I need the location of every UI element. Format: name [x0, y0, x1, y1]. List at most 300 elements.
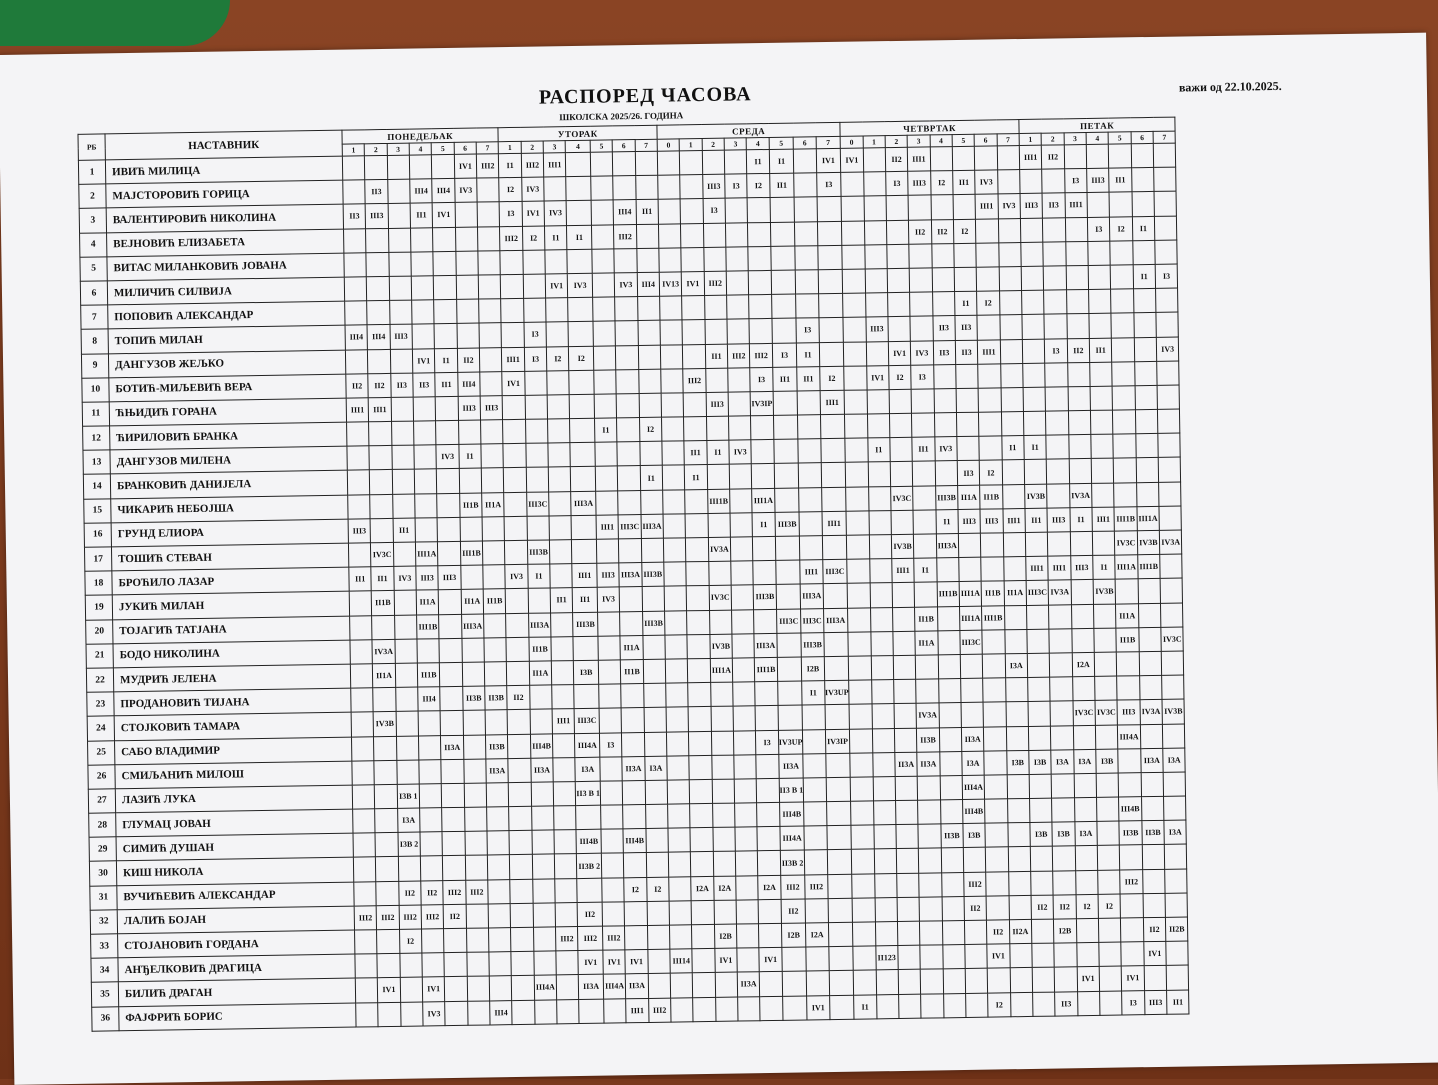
class-cell: [987, 968, 1010, 993]
class-cell: [640, 490, 663, 515]
class-cell: [460, 517, 483, 542]
class-cell: [556, 951, 579, 976]
class-cell: [510, 855, 533, 880]
class-cell: [1032, 967, 1055, 992]
class-cell: [417, 638, 440, 663]
class-cell: [1001, 387, 1024, 412]
class-cell: [680, 199, 703, 224]
slot-number: 2: [885, 135, 908, 147]
class-cell: III4B: [576, 829, 601, 854]
class-cell: [827, 826, 852, 851]
class-cell: [591, 224, 614, 249]
class-cell: [898, 994, 921, 1019]
class-cell: [388, 203, 411, 228]
class-cell: [888, 317, 911, 342]
class-cell: II1: [772, 367, 797, 392]
row-number: 32: [90, 910, 117, 935]
row-number: 23: [87, 692, 114, 717]
class-cell: [525, 395, 548, 420]
class-cell: [1134, 313, 1157, 338]
class-cell: [1023, 387, 1046, 412]
class-cell: [367, 301, 390, 326]
class-cell: [684, 417, 707, 442]
class-cell: [419, 784, 442, 809]
class-cell: I3B 2: [398, 832, 421, 857]
class-cell: [828, 898, 853, 923]
class-cell: [804, 826, 827, 851]
teacher-name: БОТИЋ-МИЉЕВИЋ ВЕРА: [109, 374, 346, 402]
class-cell: [342, 156, 365, 181]
class-cell: II2: [781, 899, 806, 924]
class-cell: [895, 800, 918, 825]
class-cell: [889, 389, 912, 414]
class-cell: [666, 683, 689, 708]
class-cell: [796, 270, 819, 295]
class-cell: [712, 779, 735, 804]
class-cell: III2: [1120, 869, 1143, 894]
class-cell: [1100, 991, 1123, 1016]
slot-number: 3: [543, 141, 566, 153]
class-cell: [874, 849, 897, 874]
slot-number: 4: [409, 143, 432, 155]
class-cell: II1B: [1116, 627, 1139, 652]
class-cell: [1131, 143, 1154, 168]
class-cell: [755, 682, 778, 707]
class-cell: [437, 517, 460, 542]
page-title: РАСПОРЕД ЧАСОВА: [538, 83, 752, 109]
class-cell: [365, 155, 388, 180]
class-cell: [818, 269, 843, 294]
class-cell: [932, 292, 955, 317]
class-cell: [690, 828, 713, 853]
slot-number: 5: [769, 137, 794, 149]
class-cell: [1007, 799, 1030, 824]
class-cell: IV3: [934, 437, 957, 462]
slot-number: 6: [793, 137, 816, 149]
class-cell: [1023, 363, 1046, 388]
teacher-name: ТОЈАГИЋ ТАТЈАНА: [113, 616, 350, 644]
class-cell: I3: [756, 730, 779, 755]
class-cell: [889, 413, 912, 438]
row-number: 30: [89, 861, 116, 886]
class-cell: [913, 486, 936, 511]
class-cell: [510, 879, 533, 904]
class-cell: I2: [569, 346, 594, 371]
class-cell: III3: [438, 566, 461, 591]
class-cell: [511, 927, 534, 952]
class-cell: I3: [772, 343, 797, 368]
class-cell: [841, 196, 864, 221]
class-cell: [921, 993, 944, 1018]
class-cell: [976, 243, 999, 268]
class-cell: [553, 733, 576, 758]
class-cell: I3: [524, 322, 547, 347]
class-cell: [1163, 772, 1186, 797]
class-cell: [523, 298, 546, 323]
class-cell: [478, 275, 501, 300]
row-number: 15: [84, 498, 111, 523]
class-cell: [735, 803, 758, 828]
class-cell: IV3A: [916, 703, 939, 728]
class-cell: [849, 680, 872, 705]
class-cell: [1141, 796, 1164, 821]
class-cell: [434, 324, 457, 349]
class-cell: [419, 735, 442, 760]
class-cell: [397, 760, 420, 785]
class-cell: [730, 537, 753, 562]
class-cell: [771, 246, 796, 271]
class-cell: [645, 780, 668, 805]
teacher-name: ПРОДАНОВИЋ ТИЈАНА: [114, 688, 351, 716]
class-cell: III1: [1026, 556, 1049, 581]
class-cell: [875, 922, 898, 947]
class-cell: [1120, 845, 1143, 870]
class-cell: [731, 585, 754, 610]
class-cell: I3: [500, 202, 523, 227]
class-cell: [708, 513, 731, 538]
class-cell: [442, 807, 465, 832]
class-cell: [411, 251, 434, 276]
class-cell: [758, 899, 781, 924]
class-cell: [484, 637, 507, 662]
class-cell: [660, 344, 683, 369]
class-cell: [1142, 845, 1165, 870]
class-cell: [351, 712, 374, 737]
class-cell: II1A: [915, 631, 938, 656]
class-cell: II1: [1109, 168, 1132, 193]
class-cell: [356, 1002, 379, 1027]
class-cell: [734, 754, 757, 779]
class-cell: II3A: [486, 758, 509, 783]
class-cell: I1: [1024, 435, 1047, 460]
slot-number: 2: [702, 138, 725, 150]
class-cell: [1022, 339, 1045, 364]
class-cell: [1156, 288, 1179, 313]
class-cell: [1160, 578, 1183, 603]
class-cell: [478, 250, 501, 275]
class-cell: III3: [1117, 700, 1140, 725]
class-cell: IV3B: [710, 634, 733, 659]
class-cell: III2: [683, 368, 706, 393]
class-cell: II2: [931, 219, 954, 244]
class-cell: [668, 804, 691, 829]
class-cell: III3: [365, 204, 388, 229]
class-cell: I2: [1098, 894, 1121, 919]
class-cell: [751, 440, 774, 465]
class-cell: I2: [624, 877, 647, 902]
class-cell: [919, 872, 942, 897]
teacher-name: ИВИЋ МИЛИЦА: [105, 156, 342, 184]
class-cell: IV1: [841, 148, 864, 173]
class-cell: [353, 809, 376, 834]
class-cell: [1090, 386, 1113, 411]
class-cell: [821, 463, 846, 488]
slot-number: 3: [907, 135, 930, 147]
class-cell: [409, 155, 432, 180]
teacher-name: БРОЋИЛО ЛАЗАР: [112, 567, 349, 595]
class-cell: [600, 781, 623, 806]
row-number: 16: [84, 523, 111, 548]
class-cell: [916, 655, 939, 680]
class-cell: [873, 776, 896, 801]
class-cell: III1A: [415, 542, 438, 567]
class-cell: [1159, 506, 1182, 531]
class-cell: [1112, 337, 1135, 362]
class-cell: IV1: [759, 948, 782, 973]
class-cell: [704, 247, 727, 272]
class-cell: IV3C: [1073, 701, 1096, 726]
class-cell: [374, 760, 397, 785]
class-cell: [682, 320, 705, 345]
class-cell: [731, 561, 754, 586]
class-cell: [999, 291, 1022, 316]
class-cell: III1: [1019, 145, 1042, 170]
class-cell: [375, 808, 398, 833]
class-cell: [369, 446, 392, 471]
class-cell: [777, 633, 802, 658]
class-cell: [665, 635, 688, 660]
class-cell: [344, 228, 367, 253]
class-cell: [1025, 532, 1048, 557]
class-cell: [1071, 580, 1094, 605]
class-cell: [867, 389, 890, 414]
class-cell: [1030, 847, 1053, 872]
class-cell: [887, 268, 910, 293]
teacher-name: ЧИКАРИЋ НЕБОЈША: [111, 495, 348, 523]
class-cell: III2: [602, 926, 625, 951]
class-cell: [870, 583, 893, 608]
class-cell: [681, 247, 704, 272]
class-cell: [887, 244, 910, 269]
class-cell: [713, 852, 736, 877]
class-cell: [891, 510, 914, 535]
class-cell: [978, 364, 1001, 389]
class-cell: II1A: [461, 589, 484, 614]
class-cell: [846, 487, 869, 512]
class-cell: [1028, 677, 1051, 702]
class-cell: [432, 154, 455, 179]
class-cell: [1112, 386, 1135, 411]
class-cell: II2: [398, 881, 421, 906]
class-cell: [1045, 362, 1068, 387]
class-cell: [367, 276, 390, 301]
row-number: 26: [88, 764, 115, 789]
class-cell: [550, 540, 573, 565]
day-header: ЧЕТВРТАК: [840, 120, 1019, 137]
class-cell: [985, 823, 1008, 848]
class-cell: [551, 612, 574, 637]
class-cell: [400, 977, 423, 1002]
class-cell: [1065, 217, 1088, 242]
class-cell: [867, 414, 890, 439]
class-cell: IV1: [432, 203, 455, 228]
class-cell: [1002, 484, 1025, 509]
class-cell: IV1: [603, 950, 626, 975]
class-cell: [455, 202, 478, 227]
class-cell: [400, 953, 423, 978]
class-cell: [1077, 991, 1100, 1016]
class-cell: [392, 470, 415, 495]
class-cell: [570, 394, 595, 419]
class-cell: II1: [1167, 990, 1190, 1015]
class-cell: [943, 969, 966, 994]
class-cell: [489, 928, 512, 953]
slot-number: 1: [342, 144, 365, 156]
class-cell: [1094, 628, 1117, 653]
teacher-name: ВУЧИЋЕВИЋ АЛЕКСАНДАР: [117, 882, 354, 910]
class-cell: [961, 702, 984, 727]
class-cell: I2: [399, 929, 422, 954]
class-cell: [691, 900, 714, 925]
teacher-name: ТОПИЋ МИЛАН: [108, 325, 345, 353]
class-cell: [771, 294, 796, 319]
class-cell: [487, 831, 510, 856]
class-cell: III3B: [801, 632, 824, 657]
class-cell: IV3A: [1159, 530, 1182, 555]
class-cell: [616, 345, 639, 370]
class-cell: [638, 369, 661, 394]
class-cell: IV1: [807, 995, 830, 1020]
class-cell: [600, 757, 623, 782]
slot-number: 4: [747, 137, 770, 149]
class-cell: [964, 920, 987, 945]
slot-number: 1: [1019, 133, 1042, 145]
class-cell: [375, 833, 398, 858]
class-cell: [1033, 992, 1056, 1017]
class-cell: III3A: [571, 491, 596, 516]
class-cell: [643, 635, 666, 660]
class-cell: I3: [750, 367, 773, 392]
class-cell: [983, 702, 1006, 727]
class-cell: [396, 736, 419, 761]
class-cell: II2: [346, 373, 369, 398]
class-cell: [526, 467, 549, 492]
class-cell: IV3UP: [778, 730, 803, 755]
class-cell: [1044, 314, 1067, 339]
class-cell: [998, 218, 1021, 243]
class-cell: [919, 848, 942, 873]
class-cell: [1076, 918, 1099, 943]
class-cell: [737, 924, 760, 949]
class-cell: IV3B: [1093, 579, 1116, 604]
class-cell: [770, 197, 795, 222]
class-cell: IV1: [625, 950, 648, 975]
class-cell: [706, 416, 729, 441]
class-cell: III4A: [1118, 724, 1141, 749]
class-cell: III3A: [528, 613, 551, 638]
class-cell: [1095, 676, 1118, 701]
class-cell: [827, 850, 852, 875]
class-cell: [641, 538, 664, 563]
class-cell: [546, 298, 569, 323]
class-cell: II1: [797, 366, 820, 391]
class-cell: II1: [573, 588, 598, 613]
slot-number: 6: [1131, 131, 1154, 143]
class-cell: [671, 997, 694, 1022]
teacher-name: ДАНГУЗОВ ЖЕЉКО: [108, 350, 345, 378]
class-cell: II3B: [1142, 821, 1165, 846]
class-cell: [821, 487, 846, 512]
class-cell: [1068, 435, 1091, 460]
class-cell: [1088, 241, 1111, 266]
class-cell: [444, 952, 467, 977]
class-cell: [886, 220, 909, 245]
class-cell: [715, 972, 738, 997]
class-cell: [847, 583, 870, 608]
class-cell: II2A: [1009, 919, 1032, 944]
class-cell: [347, 422, 370, 447]
class-cell: [484, 613, 507, 638]
class-cell: [482, 516, 505, 541]
class-cell: II3B 2: [780, 850, 805, 875]
class-cell: [688, 683, 711, 708]
class-cell: [1134, 361, 1157, 386]
class-cell: [593, 297, 616, 322]
class-cell: III3A: [619, 563, 642, 588]
class-cell: I2: [930, 171, 953, 196]
class-cell: [391, 421, 414, 446]
class-cell: II3: [1055, 991, 1078, 1016]
class-cell: [355, 954, 378, 979]
class-cell: [1089, 289, 1112, 314]
class-cell: [1111, 265, 1134, 290]
class-cell: II1B: [529, 637, 552, 662]
class-cell: IV3B: [1162, 699, 1185, 724]
class-cell: [412, 300, 435, 325]
class-cell: IV13: [659, 272, 682, 297]
class-cell: [1089, 313, 1112, 338]
class-cell: [682, 296, 705, 321]
class-cell: [638, 345, 661, 370]
slot-number: 7: [816, 136, 841, 148]
class-cell: [732, 658, 755, 683]
class-cell: IV3: [998, 194, 1021, 219]
class-cell: IV1: [715, 948, 738, 973]
class-cell: [920, 921, 943, 946]
class-cell: [592, 249, 615, 274]
class-cell: [1140, 724, 1163, 749]
class-cell: [647, 925, 670, 950]
class-cell: [353, 857, 376, 882]
class-cell: [1159, 482, 1182, 507]
class-cell: I3B: [1006, 750, 1029, 775]
class-cell: [640, 441, 663, 466]
class-cell: II3A: [737, 972, 760, 997]
class-cell: [1043, 217, 1066, 242]
class-cell: [1068, 411, 1091, 436]
class-cell: [689, 731, 712, 756]
class-cell: [420, 808, 443, 833]
class-cell: [549, 515, 572, 540]
class-cell: [500, 250, 523, 275]
teacher-name: СМИЉАНИЋ МИЛОШ: [115, 761, 352, 789]
class-cell: III4: [367, 325, 390, 350]
class-cell: [821, 439, 846, 464]
class-cell: I1: [1093, 555, 1116, 580]
class-cell: [414, 469, 437, 494]
class-cell: IV3IP: [751, 391, 774, 416]
class-cell: II3: [1042, 193, 1065, 218]
teacher-name: БИЛИЋ ДРАГАН: [118, 978, 355, 1006]
class-cell: [712, 755, 735, 780]
class-cell: [738, 996, 761, 1021]
class-cell: [864, 244, 887, 269]
class-cell: [735, 851, 758, 876]
class-cell: III2: [399, 905, 422, 930]
class-cell: [456, 251, 479, 276]
class-cell: I1: [867, 438, 890, 463]
class-cell: [642, 587, 665, 612]
